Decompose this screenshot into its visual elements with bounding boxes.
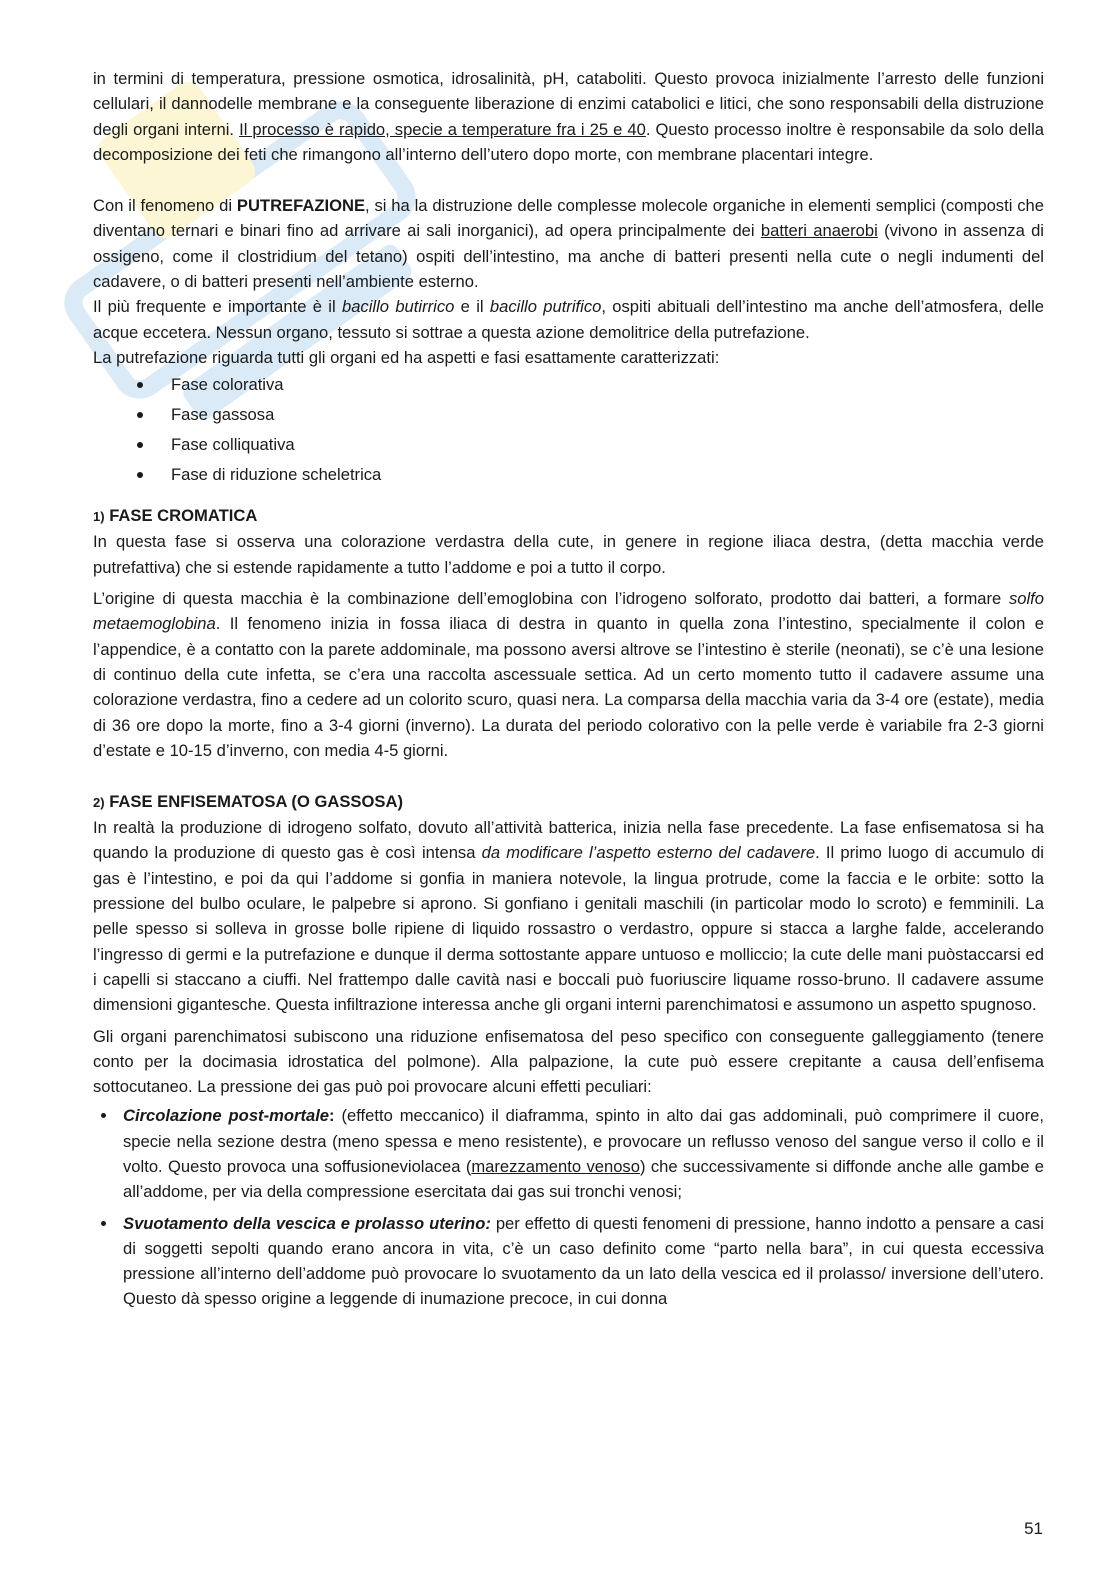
paragraph-fase-enfisematosa: In realtà la produzione di idrogeno solfato, dovuto all’attività batterica, inizia nella fase precedente. La fase enfisematosa si ha quando la produzione di questo gas è così intensa da modificare l’aspetto esterno del cadavere. Il primo luogo di accumulo di gas è l’intestino, e poi da qui l’addome si gonfia in maniera notevole, la lingua protrude, come la faccia e le orbite: sotto la pressione del bulbo oculare, le palpebre si aprono. Si gonfiano i genitali maschili (in particolar modo lo scroto) e femminili. La pelle spesso si solleva in grosse bolle ripiene di liquido rossastro o verdastro, oppure si stacca a larghe falde, accelerando l’ingresso di germi e la putrefazione e dunque il derma sottostante appare untuoso e molliccio; la cute delle mani puòstaccarsi ed i capelli si staccano a ciuffi. Nel frattempo dalle cavità nasi e boccali può fuoriuscire liquame rosso-bruno. Il cadavere assume dimensioni gigantesche. Questa infiltrazione interessa anche gli organi interni parenchimatosi e assumono un aspetto spugnoso. xyxy=(93,818,1044,1015)
list-item-svuotamento: Svuotamento della vescica e prolasso uterino: per effetto di questi fenomeni di pressione, hanno indotto a pensare a casi di soggetti sepolti quando erano ancora in vita, c’è un caso definito come “parto nella bara”, in cui questa eccessiva pressione all’interno dell’addome può provocare lo svuotamento da un lato della vescica ed il prolasso/ inversione dell’utero. Questo dà spesso origine a leggende di inumazione precoce, in cui donna xyxy=(123,1211,1044,1312)
underlined-text: batteri anaerobi xyxy=(760,221,878,241)
section-heading-fase-enfisematosa: 2) FASE ENFISEMATOSA (O GASSOSA) xyxy=(93,792,403,812)
section-heading-fase-cromatica: 1) FASE CROMATICA xyxy=(93,506,258,526)
paragraph-fasi-intro: La putrefazione riguarda tutti gli organi ed ha aspetti e fasi esattamente caratterizzati: xyxy=(93,347,720,367)
bold-term: PUTREFAZIONE xyxy=(236,196,366,216)
paragraph-fase-cromatica: In questa fase si osserva una colorazione verdastra della cute, in genere in regione iliaca destra, (detta macchia verde putrefattiva) che si estende rapidamente a tutto l’addome e poi a tutto il corpo. xyxy=(93,532,1044,577)
page-number: 51 xyxy=(1024,1519,1043,1538)
paragraph-bacilli: Il più frequente e importante è il bacillo butirrico e il bacillo putrifico, ospiti abituali dell’intestino ma anche dell’atmosfera, delle acque eccetera. Nessun organo, tessuto si sottrae a questa azione demolitrice della putrefazione. xyxy=(93,297,1045,342)
paragraph-intro: in termini di temperatura, pressione osmotica, idrosalinità, pH, cataboliti. Questo provoca inizialmente l’arresto delle funzioni cellulari, il dannodelle membrane e la conseguente liberazione di enzimi catabolici e litici, che sono responsabili della distruzione degli organi interni. Il processo è rapido, specie a temperature fra i 25 e 40. Questo processo inoltre è responsabile da solo della decomposizione dei feti che rimangono all’interno dell’utero dopo morte, con membrane placentari integre. xyxy=(93,69,1044,164)
list-item: Fase colliquativa xyxy=(137,430,1044,460)
list-item: Fase di riduzione scheletrica xyxy=(137,460,1044,490)
effects-list xyxy=(93,1103,1044,1311)
paragraph-organi-parenchimatosi: Gli organi parenchimatosi subiscono una riduzione enfisematosa del peso specifico con conseguente galleggiamento (tenere conto per la docimasia idrostatica del polmone). Alla palpazione, la cute può essere crepitante a causa dell’enfisema sottocutaneo. La pressione dei gas può poi provocare alcuni effetti peculiari: xyxy=(93,1026,1044,1097)
underlined-text: Il processo è rapido, specie a temperature fra i 25 e 40 xyxy=(239,119,646,139)
underlined-text: marezzamento venoso xyxy=(471,1156,640,1176)
phases-list xyxy=(93,370,1044,489)
list-item-circolazione: Circolazione post-mortale: (effetto meccanico) il diaframma, spinto in alto dai gas addominali, può comprimere il cuore, specie nella sezione destra (meno spessa e meno resistente), e provocare un reflusso venoso del sangue verso il collo e il volto. Questo provoca una soffusioneviolacea (marezzamento venoso) che successivamente si diffonde anche alle gambe e all’addome, per via della compressione esercitata dai gas sui tronchi venosi; xyxy=(123,1103,1044,1204)
paragraph-putrefazione: Con il fenomeno di PUTREFAZIONE, si ha la distruzione delle complesse molecole organiche in elementi semplici (composti che diventano ternari e binari fino ad arrivare ai sali inorganici), ad opera principalmente dei batteri anaerobi (vivono in assenza di ossigeno, come il clostridium del tetano) ospiti dell’intestino, ma anche di batteri presenti nella cute o negli indumenti del cadavere, o di batteri presenti nell’ambiente esterno. xyxy=(93,196,1044,292)
list-item: Fase gassosa xyxy=(137,400,1044,430)
document-page xyxy=(93,66,1044,1318)
paragraph-origine-macchia: L’origine di questa macchia è la combinazione dell’emoglobina con l’idrogeno solforato, prodotto dai batteri, a formare solfo metaemoglobina. Il fenomeno inizia in fossa iliaca di destra in quanto in quella zona l’intestino, specialmente il colon e l’appendice, è a contatto con la parete addominale, ma possono aversi altrove se l’intestino è sterile (neonati), se c’è una lesione di continuo della cute infetta, se c’era una raccolta ascessuale settica. Ad un certo momento tutto il cadavere assume una colorazione verdastra, fino a cedere ad un colorito scuro, quasi nera. La comparsa della macchia varia da 3-4 ore (estate), media di 36 ore dopo la morte, fino a 3-4 giorni (inverno). La durata del periodo colorativo con la pelle verde è variabile fra 2-3 giorni d’estate e 10-15 d’inverno, con media 4-5 giorni. xyxy=(93,589,1044,760)
list-item: Fase colorativa xyxy=(137,370,1044,400)
